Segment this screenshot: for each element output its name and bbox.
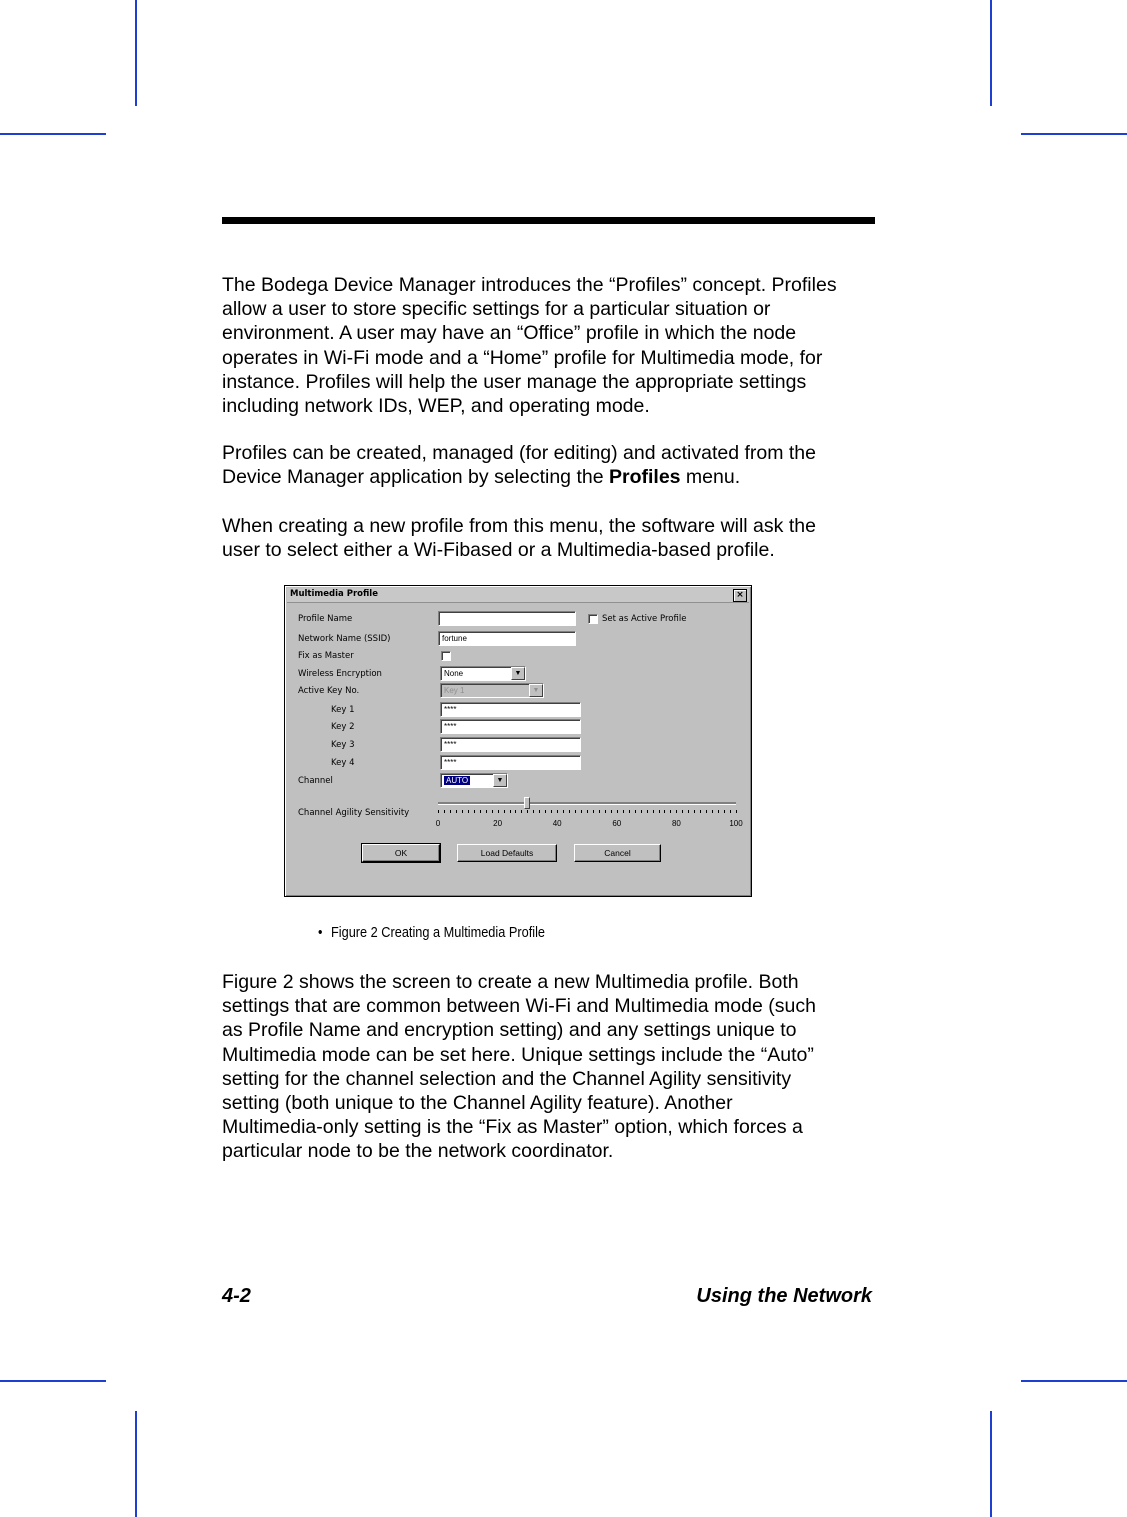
intro-paragraph: The Bodega Device Manager introduces the “Profiles” concept. Profiles allow a user to store specific settings for a particular situation or environment. A user may have an “Office” profile in which the node operates in Wi-Fi mode and a “Home” profile for Multimedia mode, for instance. Profiles will help the user manage the appropriate settings including network IDs, WEP, and operating mode. [222,274,837,418]
slider-tick [611,810,612,813]
channel-select[interactable] [440,773,508,788]
slider-tick [623,810,624,813]
chevron-down-icon[interactable]: ▼ [511,667,525,680]
slider-tick [581,810,582,813]
slider-tick [575,810,576,813]
slider-tick [718,810,719,813]
slider-tick [539,810,540,813]
slider-tick [492,810,493,813]
slider-tick [736,810,737,813]
dialog-title: Multimedia Profile [290,589,378,599]
crop-mark-top-left-v [135,0,137,106]
slider-tick [480,810,481,813]
slider-tick [635,810,636,813]
slider-tick [694,810,695,813]
slider-tick-label: 60 [612,819,622,828]
paragraph-text: Profiles can be created, managed (for editing) and activated from the Device Manager application by selecting the [222,442,816,489]
load-defaults-button[interactable]: Load Defaults [457,844,557,862]
ssid-input[interactable]: fortune [438,631,576,646]
fix-master-checkbox[interactable] [441,651,451,661]
figure-caption [318,924,545,941]
slider-tick-label: 80 [671,819,681,828]
slider-tick [510,810,511,813]
slider-tick [527,810,528,813]
profile-name-label: Profile Name [298,614,353,624]
slider-tick-label: 40 [552,819,562,828]
slider-tick [468,810,469,813]
slider-tick-label: 0 [435,819,441,828]
active-key-label: Active Key No. [298,686,360,696]
slider-tick [617,810,618,813]
channel-value: AUTO [446,776,469,785]
slider-tick [545,810,546,813]
slider-tick [724,810,725,813]
encryption-select[interactable] [440,666,526,681]
close-icon[interactable]: × [733,589,747,602]
slider-tick [676,810,677,813]
slider-tick [515,810,516,813]
cancel-button[interactable]: Cancel [574,844,661,862]
slider-tick [557,810,558,813]
slider-tick [438,810,439,813]
slider-tick [486,810,487,813]
crop-mark-bottom-right-v [990,1411,992,1517]
fix-master-label: Fix as Master [298,651,354,661]
slider-tick [682,810,683,813]
profile-name-input[interactable] [438,611,576,626]
crop-mark-bottom-left-v [135,1411,137,1517]
ssid-label: Network Name (SSID) [298,634,391,644]
caption-text: Figure 2 Creating a Multimedia Profile [330,924,545,941]
chevron-down-icon[interactable]: ▼ [493,774,507,787]
slider-tick [563,810,564,813]
slider-tick-label: 20 [493,819,503,828]
slider-tick [569,810,570,813]
slider-tick [653,810,654,813]
footer-section-title: Using the Network [696,1285,872,1307]
slider-tick [629,810,630,813]
profiles-menu-paragraph [222,441,877,489]
set-active-profile-checkbox[interactable] [588,614,598,624]
key3-input[interactable]: **** [440,737,581,752]
slider-tick [659,810,660,813]
slider-tick [664,810,665,813]
paragraph-text: menu. [680,466,741,489]
active-key-select [440,683,544,698]
slider-tick [504,810,505,813]
slider-tick [587,810,588,813]
slider-tick [551,810,552,813]
slider-tick [700,810,701,813]
new-profile-paragraph: When creating a new profile from this menu, the software will ask the user to select either a Wi-Fibased or a Multimedia-based profile. [222,515,816,562]
slider-tick [688,810,689,813]
key2-input[interactable]: **** [440,719,581,734]
key4-label: Key 4 [331,758,355,768]
slider-tick [712,810,713,813]
slider-tick [521,810,522,813]
slider-tick [593,810,594,813]
encryption-label: Wireless Encryption [298,669,382,679]
key1-label: Key 1 [331,705,355,715]
encryption-value: None [444,669,464,678]
slider-tick [462,810,463,813]
crop-mark-top-left-h [0,133,106,135]
agility-slider-track[interactable] [438,802,736,805]
key3-label: Key 3 [331,740,355,750]
slider-tick [670,810,671,813]
active-key-value: Key 1 [444,686,465,695]
agility-slider-thumb[interactable] [524,797,530,809]
crop-mark-top-right-v [990,0,992,106]
key4-input[interactable]: **** [440,755,581,770]
set-active-profile-label: Set as Active Profile [602,614,687,624]
crop-mark-top-right-h [1021,133,1127,135]
crop-mark-bottom-left-h [0,1380,106,1382]
slider-tick-label: 100 [729,819,743,828]
header-rule [222,217,875,224]
slider-tick [647,810,648,813]
slider-tick [444,810,445,813]
ok-button[interactable]: OK [362,844,440,862]
slider-tick [730,810,731,813]
profiles-menu-name: Profiles [608,466,681,489]
dialog-titlebar [287,588,749,603]
figure-description-paragraph: Figure 2 shows the screen to create a new Multimedia profile. Both settings that are common between Wi-Fi and Multimedia mode (such as Profile Name and encryption setting) and any settings unique to Multimedia mode can be set here. Unique settings include the “Auto” setting for the channel selection and the Channel Agility sensitivity setting (both unique to the Channel Agility feature). Another Multimedia-only setting is the “Fix as Master” option, which forces a particular node to be the network coordinator. [222,971,816,1163]
slider-tick [706,810,707,813]
slider-tick [533,810,534,813]
channel-label: Channel [298,776,333,786]
slider-tick [498,810,499,813]
slider-tick [474,810,475,813]
footer-page-number: 4-2 [222,1285,251,1307]
slider-tick [641,810,642,813]
caption-bullet: • [318,924,323,941]
key1-input[interactable]: **** [440,702,581,717]
slider-tick [599,810,600,813]
slider-tick [450,810,451,813]
crop-mark-bottom-right-h [1021,1380,1127,1382]
slider-tick [605,810,606,813]
chevron-down-icon: ▼ [529,684,543,697]
slider-tick [456,810,457,813]
agility-label: Channel Agility Sensitivity [298,808,410,818]
key2-label: Key 2 [331,722,355,732]
